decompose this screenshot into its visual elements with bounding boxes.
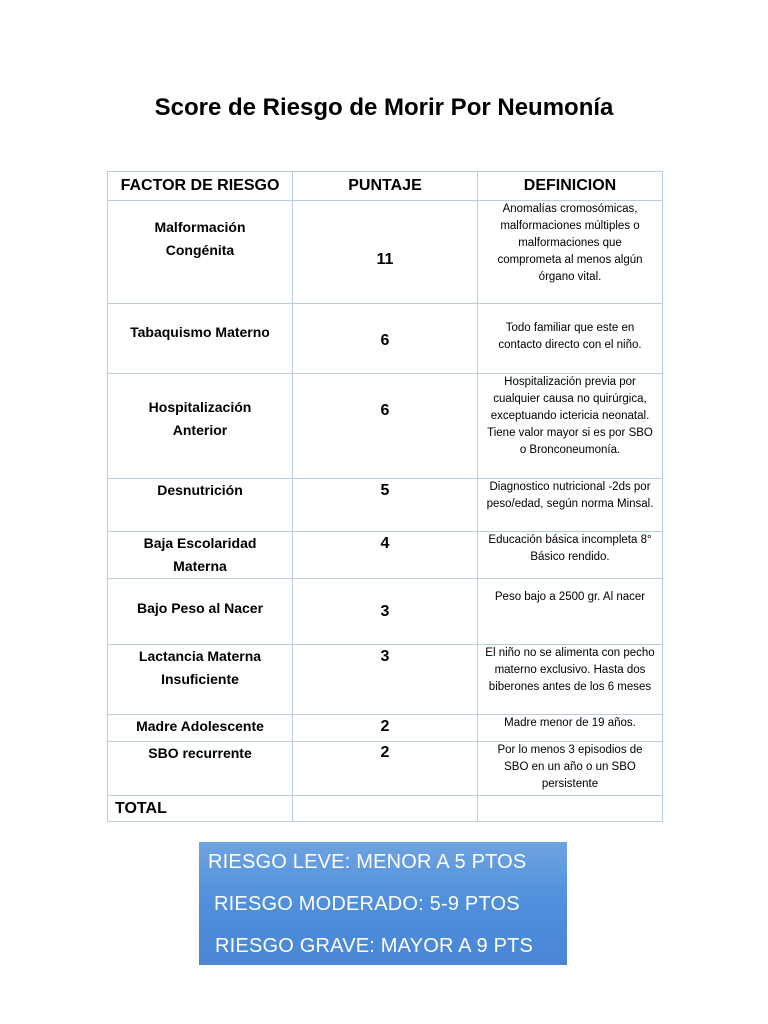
score-value: 4	[380, 535, 390, 552]
factor-cell	[108, 715, 293, 742]
risk-level-severe: RIESGO GRAVE: MAYOR A 9 PTS	[215, 935, 534, 957]
factor-text: Malformación Congénita	[154, 219, 246, 258]
score-value: 11	[376, 251, 394, 268]
column-header-score: PUNTAJE	[293, 172, 478, 201]
factor-cell	[108, 579, 293, 645]
definition-text: Hospitalización previa por cualquier causa no quirúrgica, exceptuando ictericia neonatal. Tiene valor mayor si es por SBO o Bronconeumonía.	[487, 376, 653, 456]
definition-cell	[478, 742, 663, 796]
definition-cell	[478, 645, 663, 715]
definition-text: Diagnostico nutricional -2ds por peso/edad, según norma Minsal.	[486, 481, 654, 510]
factor-cell	[108, 479, 293, 532]
total-row	[108, 796, 663, 822]
factor-text: Madre Adolescente	[136, 718, 264, 734]
score-cell	[293, 742, 478, 796]
score-value: 2	[380, 718, 390, 735]
factor-cell	[108, 532, 293, 579]
table-row	[108, 715, 663, 742]
factor-text: SBO recurrente	[148, 745, 252, 761]
score-cell	[293, 374, 478, 479]
definition-text: Madre menor de 19 años.	[504, 717, 636, 729]
factor-text: Bajo Peso al Nacer	[136, 600, 264, 616]
definition-cell	[478, 201, 663, 304]
score-cell	[293, 532, 478, 579]
definition-text: Anomalías cromosómicas, malformaciones múltiples o malformaciones que comprometa al menos algún órgano vital.	[497, 203, 643, 283]
risk-level-mild: RIESGO LEVE: MENOR A 5 PTOS	[208, 851, 527, 873]
definition-cell	[478, 579, 663, 645]
definition-text: Todo familiar que este en contacto directo con el niño.	[498, 322, 642, 351]
score-value: 2	[380, 744, 390, 761]
definition-cell	[478, 304, 663, 374]
factor-text: Tabaquismo Materno	[130, 324, 270, 340]
definition-text: Educación básica incompleta 8° Básico rendido.	[488, 534, 652, 563]
factor-cell	[108, 304, 293, 374]
table-row	[108, 304, 663, 374]
factor-text: Lactancia Materna Insuficiente	[138, 648, 262, 687]
score-value: 6	[380, 402, 390, 419]
factor-text: Baja Escolaridad Materna	[143, 535, 257, 574]
table-row	[108, 374, 663, 479]
definition-cell	[478, 479, 663, 532]
definition-cell	[478, 715, 663, 742]
total-label: TOTAL	[108, 796, 293, 822]
table-row	[108, 532, 663, 579]
definition-text: Por lo menos 3 episodios de SBO en un año o un SBO persistente	[497, 744, 643, 790]
score-cell	[293, 201, 478, 304]
score-cell	[293, 479, 478, 532]
factor-cell	[108, 201, 293, 304]
score-value: 3	[380, 648, 390, 665]
definition-text: El niño no se alimenta con pecho materno exclusivo. Hasta dos biberones antes de los 6 meses	[485, 647, 655, 693]
factor-cell	[108, 742, 293, 796]
factor-text: Desnutrición	[157, 482, 243, 498]
factor-text: Hospitalización Anterior	[148, 399, 252, 438]
table-header-row	[108, 172, 663, 201]
score-value: 3	[380, 603, 390, 620]
total-score-cell	[293, 796, 478, 822]
column-header-definition: DEFINICION	[478, 172, 663, 201]
score-cell	[293, 645, 478, 715]
score-cell	[293, 579, 478, 645]
risk-score-table	[107, 171, 663, 822]
definition-cell	[478, 374, 663, 479]
score-cell	[293, 715, 478, 742]
table-row	[108, 579, 663, 645]
definition-text: Peso bajo a 2500 gr. Al nacer	[494, 591, 646, 603]
table-row	[108, 479, 663, 532]
score-value: 5	[380, 482, 390, 499]
total-definition-cell	[478, 796, 663, 822]
score-value: 6	[380, 332, 390, 349]
column-header-factor: FACTOR DE RIESGO	[108, 172, 293, 201]
risk-levels-box	[199, 842, 567, 965]
table-row	[108, 645, 663, 715]
risk-level-moderate: RIESGO MODERADO: 5-9 PTOS	[214, 893, 520, 915]
table-row	[108, 742, 663, 796]
page-title: Score de Riesgo de Morir Por Neumonía	[154, 94, 614, 121]
factor-cell	[108, 645, 293, 715]
definition-cell	[478, 532, 663, 579]
factor-cell	[108, 374, 293, 479]
score-cell	[293, 304, 478, 374]
table-row	[108, 201, 663, 304]
